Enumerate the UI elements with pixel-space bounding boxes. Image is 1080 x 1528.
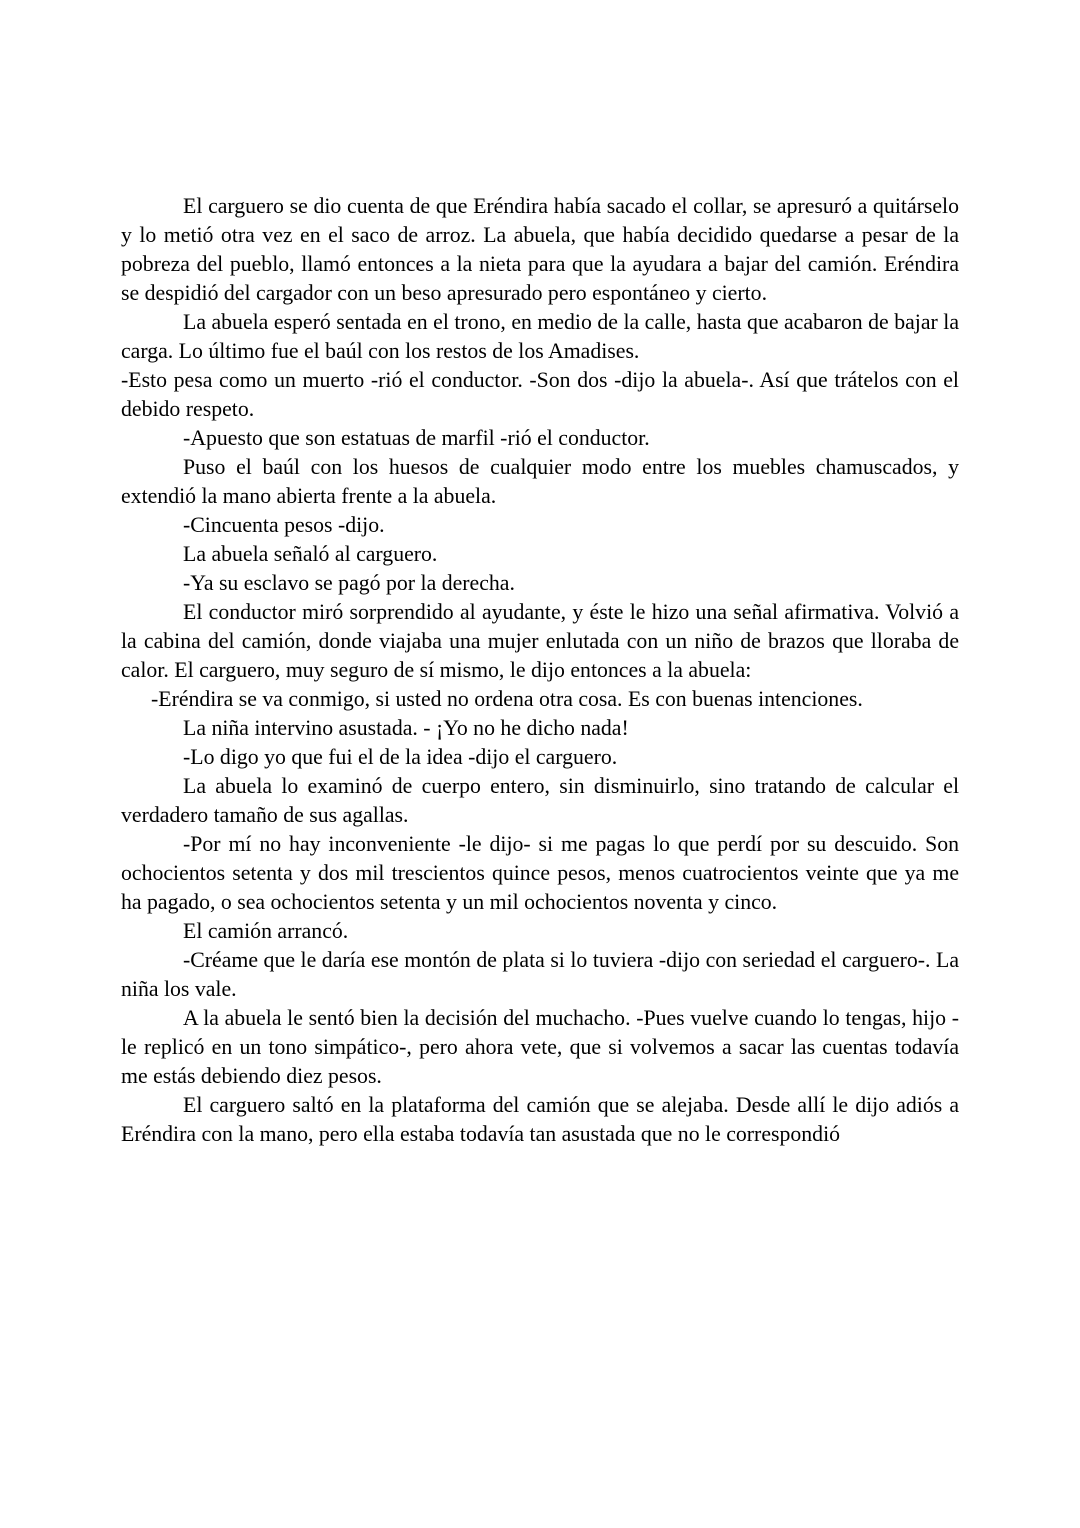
paragraph: El carguero se dio cuenta de que Eréndira había sacado el collar, se apresuró a quitárselo y lo metió otra vez en el saco de arroz. La abuela, que había decidido quedarse a pesar de la pobreza del pueblo, llamó entonces a la nieta para que la ayudara a bajar del camión. Eréndira se despidió del cargador con un beso apresurado pero espontáneo y cierto. — [121, 194, 959, 305]
paragraph: -Eréndira se va conmigo, si usted no ordena otra cosa. Es con buenas intenciones. — [151, 687, 863, 711]
paragraph: La abuela señaló al carguero. — [183, 542, 438, 566]
paragraph: -Créame que le daría ese montón de plata si lo tuviera -dijo con seriedad el carguero-. La niña los vale. — [121, 948, 959, 1001]
paragraph: -Por mí no hay inconveniente -le dijo- si me pagas lo que perdí por su descuido. Son ochocientos setenta y dos mil trescientos quince pesos, menos cuatrocientos veinte que ya me ha pagado, o sea ochocientos setenta y un mil ochocientos noventa y cinco. — [121, 832, 959, 914]
paragraph: El carguero saltó en la plataforma del camión que se alejaba. Desde allí le dijo adiós a Eréndira con la mano, pero ella estaba todavía tan asustada que no le correspondió — [121, 1093, 959, 1146]
page-text — [121, 192, 959, 1149]
paragraph: -Lo digo yo que fui el de la idea -dijo el carguero. — [183, 745, 618, 769]
paragraph: A la abuela le sentó bien la decisión del muchacho. -Pues vuelve cuando lo tengas, hijo -le replicó en un tono simpático-, pero ahora vete, que si volvemos a sacar las cuentas todavía me estás debiendo diez pesos. — [121, 1006, 959, 1088]
paragraph: Puso el baúl con los huesos de cualquier modo entre los muebles chamuscados, y extendió la mano abierta frente a la abuela. — [121, 455, 959, 508]
paragraph: -Apuesto que son estatuas de marfil -rió el conductor. — [183, 426, 650, 450]
paragraph: La niña intervino asustada. - ¡Yo no he dicho nada! — [183, 716, 629, 740]
paragraph: -Cincuenta pesos -dijo. — [183, 513, 385, 537]
paragraph: -Esto pesa como un muerto -rió el conductor. -Son dos -dijo la abuela-. Así que trátelos con el debido respeto. — [121, 368, 959, 421]
paragraph: La abuela esperó sentada en el trono, en medio de la calle, hasta que acabaron de bajar la carga. Lo último fue el baúl con los restos de los Amadises. — [121, 310, 959, 363]
paragraph: El camión arrancó. — [183, 919, 349, 943]
paragraph: La abuela lo examinó de cuerpo entero, sin disminuirlo, sino tratando de calcular el verdadero tamaño de sus agallas. — [121, 774, 959, 827]
paragraph: -Ya su esclavo se pagó por la derecha. — [183, 571, 515, 595]
paragraph: El conductor miró sorprendido al ayudante, y éste le hizo una señal afirmativa. Volvió a la cabina del camión, donde viajaba una mujer enlutada con un niño de brazos que lloraba de calor. El carguero, muy seguro de sí mismo, le dijo entonces a la abuela: — [121, 600, 959, 682]
